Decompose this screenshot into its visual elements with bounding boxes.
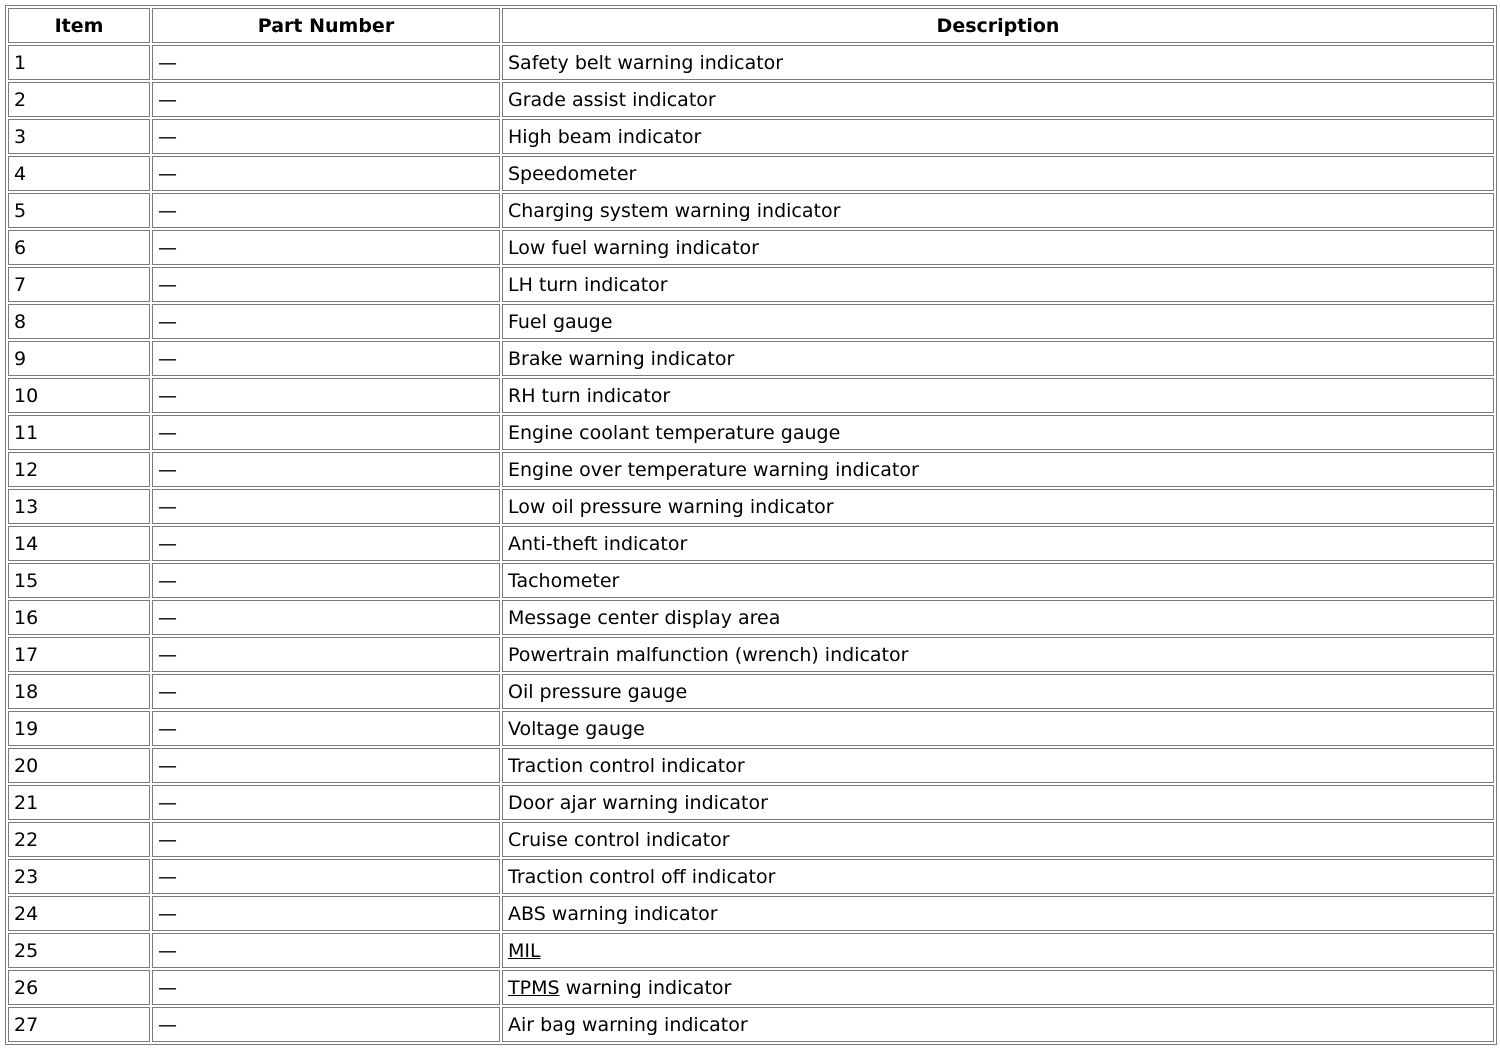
cell-part-number: —: [152, 526, 500, 561]
table-row: [8, 896, 1494, 931]
cell-description: Cruise control indicator: [502, 822, 1494, 857]
cell-part-number: —: [152, 748, 500, 783]
table-row: [8, 600, 1494, 635]
cell-description: Fuel gauge: [502, 304, 1494, 339]
cell-part-number: —: [152, 378, 500, 413]
table-row: [8, 859, 1494, 894]
cell-description: Low oil pressure warning indicator: [502, 489, 1494, 524]
cell-description: RH turn indicator: [502, 378, 1494, 413]
header-part-number: Part Number: [152, 8, 500, 43]
cell-item: 19: [8, 711, 150, 746]
cell-part-number: —: [152, 415, 500, 450]
cell-description: Door ajar warning indicator: [502, 785, 1494, 820]
table-row: [8, 489, 1494, 524]
cell-item: 17: [8, 637, 150, 672]
cell-item: 12: [8, 452, 150, 487]
cell-item: 16: [8, 600, 150, 635]
cell-description: Charging system warning indicator: [502, 193, 1494, 228]
table-row: [8, 526, 1494, 561]
cell-part-number: —: [152, 822, 500, 857]
table-row: [8, 82, 1494, 117]
cell-part-number: —: [152, 637, 500, 672]
cell-description: [502, 933, 1494, 968]
cell-item: 18: [8, 674, 150, 709]
cell-item: 14: [8, 526, 150, 561]
table-row: [8, 378, 1494, 413]
cell-item: 10: [8, 378, 150, 413]
cell-description: Voltage gauge: [502, 711, 1494, 746]
header-item: Item: [8, 8, 150, 43]
cell-description: Tachometer: [502, 563, 1494, 598]
header-description: Description: [502, 8, 1494, 43]
table-row: [8, 415, 1494, 450]
table-row: [8, 748, 1494, 783]
cell-item: 2: [8, 82, 150, 117]
parts-table: [5, 5, 1497, 1045]
table-row: [8, 1007, 1494, 1042]
cell-part-number: —: [152, 1007, 500, 1042]
cell-part-number: —: [152, 341, 500, 376]
table-row: [8, 452, 1494, 487]
cell-item: 5: [8, 193, 150, 228]
cell-item: 13: [8, 489, 150, 524]
cell-description: Brake warning indicator: [502, 341, 1494, 376]
cell-part-number: —: [152, 711, 500, 746]
cell-description: [502, 970, 1494, 1005]
table-row: [8, 933, 1494, 968]
cell-part-number: —: [152, 600, 500, 635]
cell-part-number: —: [152, 896, 500, 931]
cell-description: Grade assist indicator: [502, 82, 1494, 117]
cell-description: Speedometer: [502, 156, 1494, 191]
table-row: [8, 156, 1494, 191]
table-row: [8, 193, 1494, 228]
table-row: [8, 267, 1494, 302]
cell-part-number: —: [152, 452, 500, 487]
cell-description: Engine over temperature warning indicator: [502, 452, 1494, 487]
cell-description: LH turn indicator: [502, 267, 1494, 302]
cell-item: 9: [8, 341, 150, 376]
cell-description: Engine coolant temperature gauge: [502, 415, 1494, 450]
cell-item: 4: [8, 156, 150, 191]
cell-part-number: —: [152, 45, 500, 80]
cell-description: Message center display area: [502, 600, 1494, 635]
cell-description: Traction control indicator: [502, 748, 1494, 783]
cell-description: Anti-theft indicator: [502, 526, 1494, 561]
cell-part-number: —: [152, 785, 500, 820]
table-body: [8, 45, 1494, 1042]
cell-part-number: —: [152, 970, 500, 1005]
cell-part-number: —: [152, 230, 500, 265]
cell-item: 22: [8, 822, 150, 857]
cell-item: 11: [8, 415, 150, 450]
cell-description: Safety belt warning indicator: [502, 45, 1494, 80]
cell-description: Air bag warning indicator: [502, 1007, 1494, 1042]
cell-item: 1: [8, 45, 150, 80]
table-row: [8, 341, 1494, 376]
cell-part-number: —: [152, 674, 500, 709]
cell-item: 23: [8, 859, 150, 894]
description-text: warning indicator: [559, 976, 732, 999]
cell-part-number: —: [152, 156, 500, 191]
table-row: [8, 637, 1494, 672]
cell-description: Low fuel warning indicator: [502, 230, 1494, 265]
cell-item: 26: [8, 970, 150, 1005]
cell-item: 25: [8, 933, 150, 968]
cell-item: 24: [8, 896, 150, 931]
cell-item: 3: [8, 119, 150, 154]
cell-description: Powertrain malfunction (wrench) indicator: [502, 637, 1494, 672]
cell-part-number: —: [152, 119, 500, 154]
cell-item: 8: [8, 304, 150, 339]
cell-description: ABS warning indicator: [502, 896, 1494, 931]
tpms-abbreviation-link[interactable]: TPMS: [508, 976, 560, 999]
cell-part-number: —: [152, 82, 500, 117]
table-row: [8, 785, 1494, 820]
cell-part-number: —: [152, 859, 500, 894]
table-row: [8, 304, 1494, 339]
cell-item: 21: [8, 785, 150, 820]
table-row: [8, 970, 1494, 1005]
table-row: [8, 563, 1494, 598]
cell-part-number: —: [152, 193, 500, 228]
cell-item: 27: [8, 1007, 150, 1042]
cell-item: 15: [8, 563, 150, 598]
cell-part-number: —: [152, 304, 500, 339]
cell-part-number: —: [152, 489, 500, 524]
table-row: [8, 45, 1494, 80]
cell-description: Traction control off indicator: [502, 859, 1494, 894]
table-row: [8, 674, 1494, 709]
table-row: [8, 822, 1494, 857]
cell-description: High beam indicator: [502, 119, 1494, 154]
table-header-row: [8, 8, 1494, 43]
table-row: [8, 230, 1494, 265]
table-row: [8, 119, 1494, 154]
table-row: [8, 711, 1494, 746]
cell-item: 20: [8, 748, 150, 783]
cell-item: 6: [8, 230, 150, 265]
cell-part-number: —: [152, 563, 500, 598]
cell-item: 7: [8, 267, 150, 302]
mil-abbreviation-link[interactable]: MIL: [508, 939, 541, 962]
cell-part-number: —: [152, 267, 500, 302]
cell-part-number: —: [152, 933, 500, 968]
cell-description: Oil pressure gauge: [502, 674, 1494, 709]
